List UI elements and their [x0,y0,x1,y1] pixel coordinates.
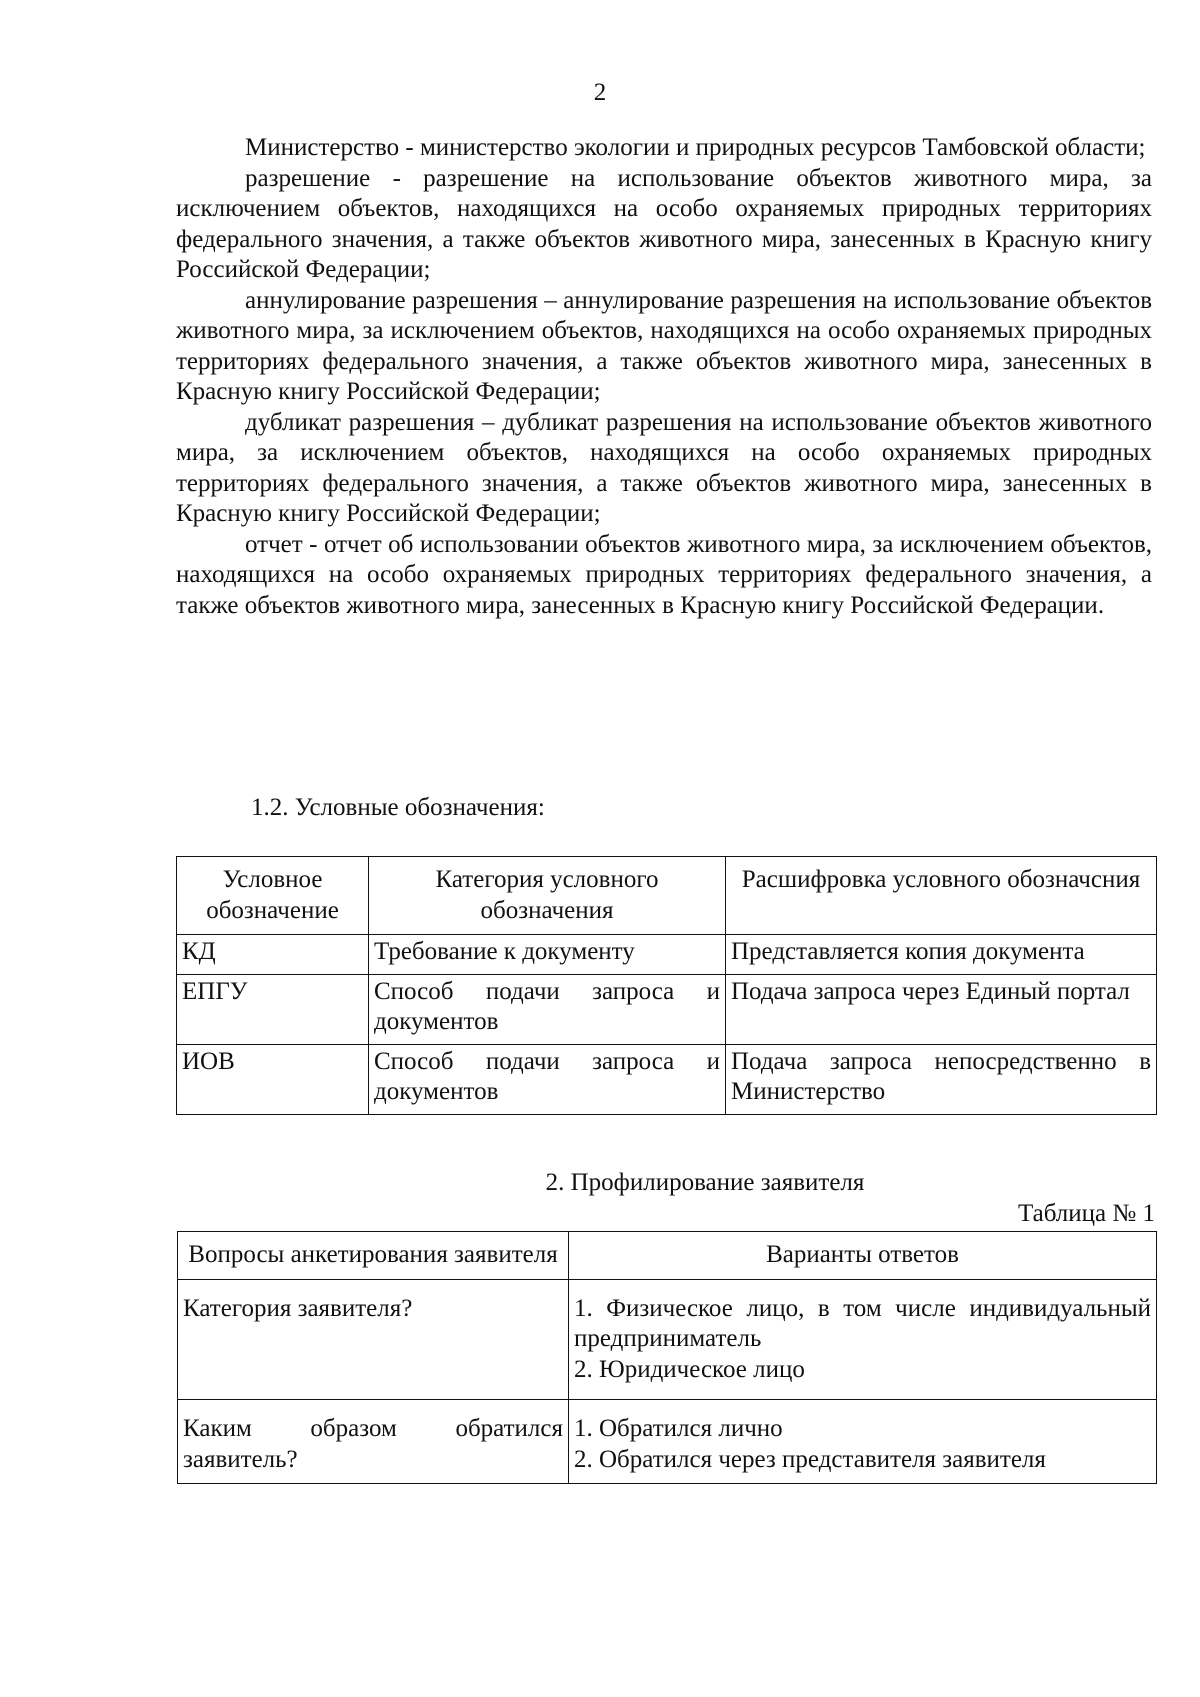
table-row [177,974,1157,1044]
table-row [177,935,1157,975]
definition-permit-duplicate: дубликат разрешения – дубликат разрешения на использование объектов животного мира, за исключением объектов, находящихся на особо охраняемых природных территориях федерального значения, а также объектов животного мира, занесенных в Красную книгу Российской Федерации; [176,408,1152,527]
answers-cell [569,1279,1157,1400]
category-cell: Способ подачи запроса и документов [369,1044,726,1114]
column-header: Расшифровка условного обозначсния [726,857,1157,935]
symbol-cell: ЕПГУ [177,974,369,1044]
column-header: Вопросы анкетирования заявителя [178,1232,569,1280]
definition-report: отчет - отчет об использовании объектов животного мира, за исключением объектов, находящихся на особо охраняемых природных территориях федерального значения, а также объектов животного мира, занесенных в Красную книгу Российской Федерации. [176,530,1152,619]
table-header-row [177,857,1157,935]
symbols-table [176,856,1157,1115]
table-row [177,1044,1157,1114]
question-cell: Категория заявителя? [178,1279,569,1400]
table-row [178,1400,1157,1484]
definition-ministry: Министерство - министерство экологии и природных ресурсов Тамбовской области; [245,134,1146,161]
symbol-cell: ИОВ [177,1044,369,1114]
page-number: 2 [593,79,607,106]
definition-permit-annulment: аннулирование разрешения – аннулирование разрешения на использование объектов животного мира, за исключением объектов, находящихся на особо охраняемых природных территориях федерального значения, а также объектов животного мира, занесенных в Красную книгу Российской Федерации; [176,286,1152,405]
description-cell: Подача запроса непосредственно в Министерство [726,1044,1157,1114]
table-caption: Таблица № 1 [1017,1200,1155,1227]
definition-permit: разрешение - разрешение на использование объектов животного мира, за исключением объектов, находящихся на особо охраняемых природных территориях федерального значения, а также объектов животного мира, занесенных в Красную книгу Российской Федерации; [176,164,1152,283]
description-cell: Представляется копия документа [726,935,1157,975]
section-1-2-heading: 1.2. Условные обозначения: [251,794,545,821]
column-header: Условное обозначение [177,857,369,935]
column-header: Варианты ответов [569,1232,1157,1280]
column-header: Категория условного обозначения [369,857,726,935]
table-header-row [178,1232,1157,1280]
category-cell: Способ подачи запроса и документов [369,974,726,1044]
answer-option: 1. Физическое лицо, в том числе индивидуальный предприниматель [574,1294,1151,1352]
answers-cell [569,1400,1157,1484]
answer-option: 2. Обратился через представителя заявителя [574,1445,1046,1473]
applicant-profiling-table [177,1231,1157,1484]
definitions-list [176,133,1152,621]
answer-option: 2. Юридическое лицо [574,1355,805,1383]
question-cell: Каким образом обратился заявитель? [178,1400,569,1484]
symbol-cell: КД [177,935,369,975]
category-cell: Требование к документу [369,935,726,975]
section-2-heading: 2. Профилирование заявителя [545,1169,865,1196]
description-cell: Подача запроса через Единый портал [726,974,1157,1044]
table-row [178,1279,1157,1400]
answer-option: 1. Обратился лично [574,1415,783,1442]
